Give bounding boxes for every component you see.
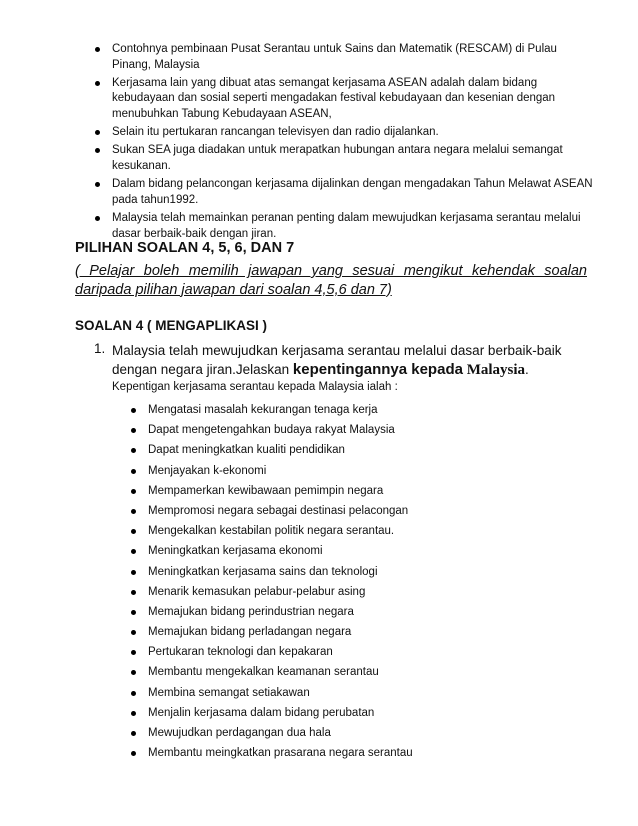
bullet-icon <box>131 711 136 716</box>
bullet-icon <box>95 81 100 86</box>
list-item <box>148 746 588 766</box>
list-item <box>148 625 588 645</box>
list-item-text: Sukan SEA juga diadakan untuk merapatkan hubungan antara negara melalui semangat kesukanan. <box>112 144 563 172</box>
list-item-text: Contohnya pembinaan Pusat Serantau untuk Sains dan Matematik (RESCAM) di Pulau Pinang, Malaysia <box>112 43 557 71</box>
bullet-icon <box>131 731 136 736</box>
list-item-text: Meningkatkan kerjasama sains dan teknologi <box>148 565 378 578</box>
bullet-icon <box>131 570 136 575</box>
list-item <box>148 645 588 665</box>
list-item <box>148 686 588 706</box>
bullet-icon <box>131 509 136 514</box>
list-item-text: Mewujudkan perdagangan dua hala <box>148 727 331 739</box>
list-item <box>75 76 595 123</box>
instruction-text: ( Pelajar boleh memilih jawapan yang sesuai mengikut kehendak soalan daripada pilihan jawapan dari soalan 4,5,6 dan 7) <box>75 263 587 298</box>
list-item-text: Dapat meningkatkan kualiti pendidikan <box>148 444 345 457</box>
list-item <box>148 464 588 484</box>
list-item <box>148 423 588 443</box>
bullet-icon <box>131 691 136 696</box>
list-item <box>148 565 588 585</box>
question-text-bold: kepentingannya kepada <box>292 361 463 378</box>
list-item-text: Mengekalkan kestabilan politik negara serantau. <box>148 525 395 538</box>
list-item <box>148 484 588 504</box>
list-item <box>148 585 588 605</box>
list-item <box>148 504 588 524</box>
list-item-text: Memajukan bidang perladangan negara <box>148 626 352 639</box>
list-item-text: Menjalin kerjasama dalam bidang perubatan <box>148 706 375 719</box>
list-item <box>148 443 588 463</box>
question-block <box>94 341 594 380</box>
bullet-icon <box>131 751 136 756</box>
question-text-bold-serif: Malaysia <box>462 362 526 378</box>
list-item-text: Membina semangat setiakawan <box>148 686 310 699</box>
bullet-icon <box>95 216 100 221</box>
answer-bullet-list <box>148 403 588 766</box>
bullet-icon <box>95 130 100 135</box>
list-item <box>148 403 588 423</box>
bullet-icon <box>131 630 136 635</box>
bullet-icon <box>131 670 136 675</box>
list-item <box>75 211 595 242</box>
list-item-text: Malaysia telah memainkan peranan penting dalam mewujudkan kerjasama serantau melalui dasar berbaik-baik dengan jiran. <box>112 211 581 240</box>
question-text-plain: Malaysia telah mewujudkan kerjasama serantau melalui dasar berbaik-baik dengan negara jiran.Jelaskan <box>112 343 562 377</box>
list-item <box>75 42 595 73</box>
section-heading: PILIHAN SOALAN 4, 5, 6, DAN 7 <box>75 240 295 256</box>
question-text <box>112 341 594 380</box>
bullet-icon <box>131 590 136 595</box>
list-item-text: Menarik kemasukan pelabur-pelabur asing <box>148 585 366 598</box>
bullet-icon <box>131 610 136 615</box>
bullet-icon <box>131 469 136 474</box>
list-item-text: Membantu mengekalkan keamanan serantau <box>148 666 379 679</box>
bullet-icon <box>131 428 136 433</box>
list-item-text: Mengatasi masalah kekurangan tenaga kerja <box>148 404 378 416</box>
bullet-icon <box>131 448 136 453</box>
bullet-icon <box>131 549 136 554</box>
bullet-icon <box>95 47 100 52</box>
list-item <box>148 665 588 685</box>
list-item <box>148 726 588 746</box>
question-section-heading: SOALAN 4 ( MENGAPLIKASI ) <box>75 318 268 333</box>
bullet-icon <box>131 489 136 494</box>
list-item <box>148 605 588 625</box>
bullet-icon <box>95 148 100 153</box>
list-item <box>75 177 595 208</box>
list-item <box>148 524 588 544</box>
list-item-text: Mempamerkan kewibawaan pemimpin negara <box>148 484 384 497</box>
list-item <box>148 544 588 564</box>
list-item-text: Menjayakan k-ekonomi <box>148 464 267 477</box>
bullet-icon <box>131 408 136 413</box>
list-item <box>75 125 595 141</box>
question-text-end: . <box>525 362 529 377</box>
list-item <box>148 706 588 726</box>
list-item-text: Memajukan bidang perindustrian negara <box>148 605 354 618</box>
list-item-text: Dalam bidang pelancongan kerjasama dijalinkan dengan mengadakan Tahun Melawat ASEAN pada tahun1992. <box>112 178 593 206</box>
list-item-text: Mempromosi negara sebagai destinasi pelacongan <box>148 504 409 517</box>
list-item-text: Meningkatkan kerjasama ekonomi <box>148 545 323 558</box>
bullet-icon <box>95 182 100 187</box>
list-item <box>75 143 595 174</box>
bullet-icon <box>131 650 136 655</box>
list-item-text: Dapat mengetengahkan budaya rakyat Malaysia <box>148 424 395 437</box>
top-bullet-list <box>75 42 595 245</box>
list-item-text: Kerjasama lain yang dibuat atas semangat kerjasama ASEAN adalah dalam bidang kebudayaan dan sosial seperti mengadakan festival kebudayaan dan kesenian dengan menubuhkan Tabung Kebudayaan ASEAN, <box>112 76 556 120</box>
answer-intro: Kepentigan kerjasama serantau kepada Malaysia ialah : <box>112 381 398 393</box>
list-item-text: Membantu meingkatkan prasarana negara serantau <box>148 747 413 760</box>
question-number: 1. <box>94 341 106 356</box>
list-item-text: Selain itu pertukaran rancangan televisyen dan radio dijalankan. <box>112 126 439 139</box>
bullet-icon <box>131 529 136 534</box>
list-item-text: Pertukaran teknologi dan kepakaran <box>148 646 333 659</box>
